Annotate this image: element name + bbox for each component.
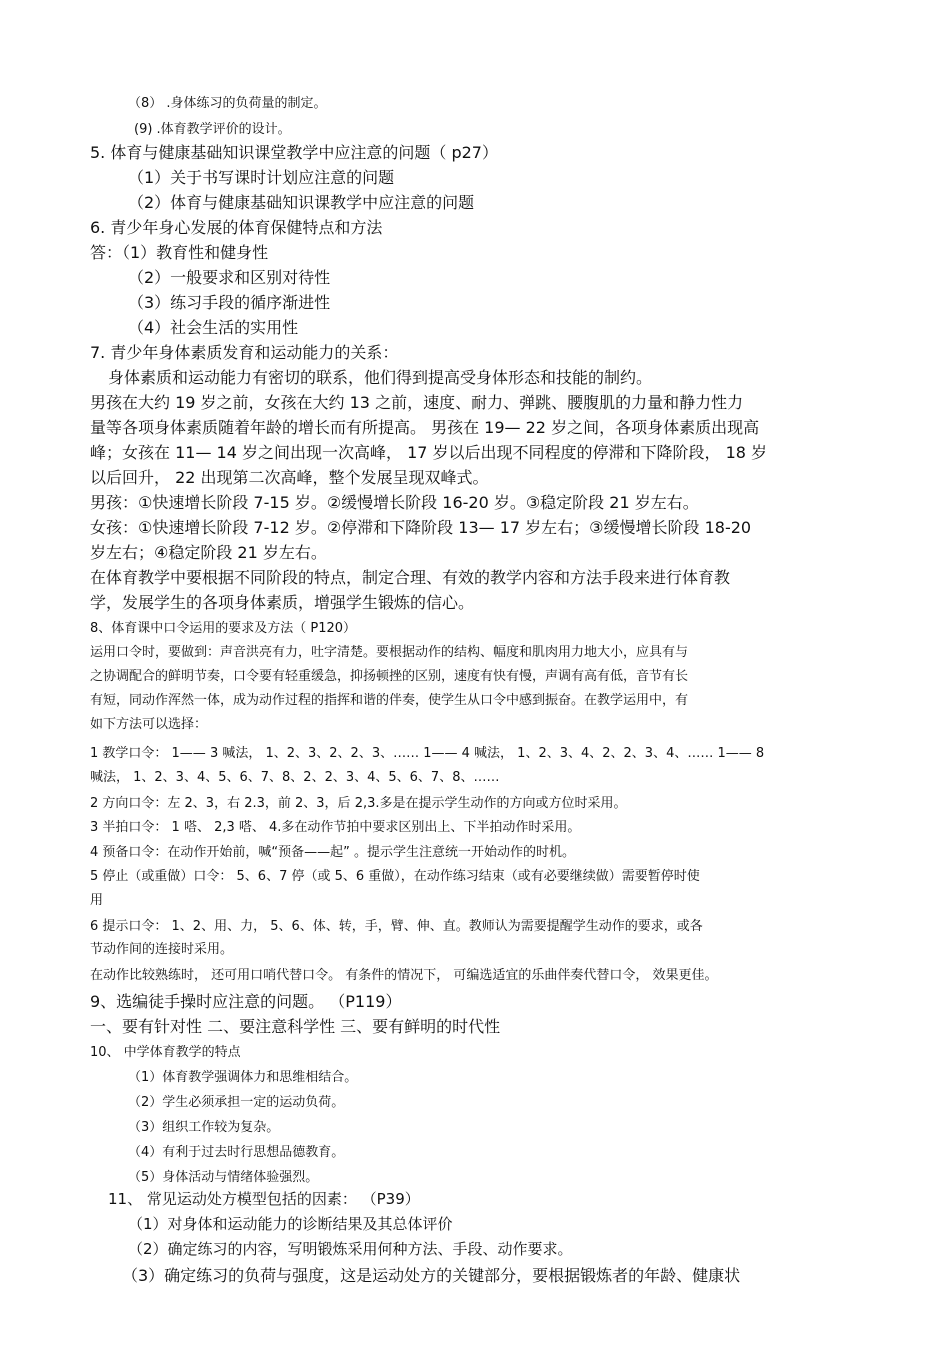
command-5-line-1: 5 停止（或重做）口令： 5、6、7 停（或 5、6 重做），在动作练习结束（或有必要继续做）需要暂停时使 bbox=[90, 869, 700, 884]
paragraph-8-line-4: 如下方法可以选择： bbox=[90, 717, 208, 732]
whistle-note: 在动作比较熟练时， 还可用口哨代替口令。 有条件的情况下， 可编选适宜的乐曲伴奏代替口令， 效果更佳。 bbox=[90, 968, 718, 983]
heading-5: 5. 体育与健康基础知识课堂教学中应注意的问题（ p27） bbox=[90, 143, 498, 162]
heading-5-point-1: （1）关于书写课时计划应注意的问题 bbox=[128, 168, 395, 187]
heading-9-points: 一、要有针对性 二、要注意科学性 三、要有鲜明的时代性 bbox=[90, 1017, 501, 1036]
paragraph-7-line-4: 峰；女孩在 11— 14 岁之间出现一次高峰， 17 岁以后出现不同程度的停滞和下降阶段， 18 岁 bbox=[90, 443, 768, 462]
paragraph-7-line-1: 身体素质和运动能力有密切的联系，他们得到提高受身体形态和技能的制约。 bbox=[108, 368, 653, 387]
paragraph-8-line-3: 有短，同动作浑然一体，成为动作过程的指挥和谐的伴奏，使学生从口令中感到振奋。在教学运用中，有 bbox=[90, 693, 689, 708]
teaching-note-line-1: 在体育教学中要根据不同阶段的特点，制定合理、有效的教学内容和方法手段来进行体育教 bbox=[90, 568, 731, 587]
command-2: 2 方向口令：左 2、3，右 2.3，前 2、3，后 2,3.多是在提示学生动作的方向或方位时采用。 bbox=[90, 796, 627, 811]
teaching-note-line-2: 学，发展学生的各项身体素质，增强学生锻炼的信心。 bbox=[90, 593, 475, 612]
girls-stages-line-1: 女孩：①快速增长阶段 7-12 岁。②停滞和下降阶段 13— 17 岁左右；③缓慢增长阶段 18-20 bbox=[90, 518, 752, 537]
answer-6-point-4: （4）社会生活的实用性 bbox=[128, 318, 299, 337]
heading-7: 7. 青少年身体素质发育和运动能力的关系： bbox=[90, 343, 399, 362]
answer-6-point-1: 答：（1）教育性和健身性 bbox=[90, 243, 269, 262]
item-11-3: （3）确定练习的负荷与强度，这是运动处方的关键部分，要根据锻炼者的年龄、健康状 bbox=[122, 1266, 741, 1285]
answer-6-point-2: （2）一般要求和区别对待性 bbox=[128, 268, 331, 287]
command-1-line-2: 喊法， 1、2、3、4、5、6、7、8、2、2、3、4、5、6、7、8、…… bbox=[90, 770, 500, 785]
item-8-load-design: （8） .身体练习的负荷量的制定。 bbox=[128, 96, 327, 111]
command-5-line-2: 用 bbox=[90, 893, 104, 908]
command-3: 3 半拍口令： 1 嗒、 2,3 嗒、 4.多在动作节拍中要求区别出上、下半拍动作时采用。 bbox=[90, 820, 581, 835]
heading-10: 10、 中学体育教学的特点 bbox=[90, 1045, 241, 1060]
item-10-1: （1）体育教学强调体力和思维相结合。 bbox=[128, 1070, 358, 1085]
command-6-line-1: 6 提示口令： 1、2、用、力， 5、6、体、转，手，臂、伸、直。教师认为需要提醒学生动作的要求，或各 bbox=[90, 919, 703, 934]
heading-6: 6. 青少年身心发展的体育保健特点和方法 bbox=[90, 218, 383, 237]
boys-stages: 男孩：①快速增长阶段 7-15 岁。②缓慢增长阶段 16-20 岁。③稳定阶段 21 岁左右。 bbox=[90, 493, 699, 512]
item-10-3: （3）组织工作较为复杂。 bbox=[128, 1120, 280, 1135]
command-4: 4 预备口令：在动作开始前，喊“预备——起” 。提示学生注意统一开始动作的时机。 bbox=[90, 845, 576, 860]
item-9-evaluation-design: (9) .体育教学评价的设计。 bbox=[134, 122, 291, 137]
paragraph-8-line-1: 运用口令时，要做到：声音洪亮有力，吐字清楚。要根据动作的结构、幅度和肌肉用力地大小，应具有与 bbox=[90, 645, 689, 660]
heading-11: 11、 常见运动处方模型包括的因素： （P39） bbox=[108, 1190, 420, 1208]
command-1-line-1: 1 教学口令： 1—— 3 喊法， 1、2、3、2、2、3、…… 1—— 4 喊法， 1、2、3、4、2、2、3、4、…… 1—— 8 bbox=[90, 746, 765, 761]
paragraph-8-line-2: 之协调配合的鲜明节奏，口令要有轻重缓急，抑扬顿挫的区别，速度有快有慢，声调有高有低，音节有长 bbox=[90, 669, 689, 684]
paragraph-7-line-3: 量等各项身体素质随着年龄的增长而有所提高。 男孩在 19— 22 岁之间，各项身体素质出现高 bbox=[90, 418, 760, 437]
heading-5-point-2: （2）体育与健康基础知识课教学中应注意的问题 bbox=[128, 193, 475, 212]
girls-stages-line-2: 岁左右；④稳定阶段 21 岁左右。 bbox=[90, 543, 327, 562]
paragraph-7-line-2: 男孩在大约 19 岁之前，女孩在大约 13 之前，速度、耐力、弹跳、腰腹肌的力量和静力性力 bbox=[90, 393, 744, 412]
item-10-4: （4）有利于过去时行思想品德教育。 bbox=[128, 1145, 345, 1160]
command-6-line-2: 节动作间的连接时采用。 bbox=[90, 942, 234, 957]
item-11-1: （1）对身体和运动能力的诊断结果及其总体评价 bbox=[128, 1215, 453, 1233]
paragraph-7-line-5: 以后回升， 22 出现第二次高峰，整个发展呈现双峰式。 bbox=[90, 468, 489, 487]
item-11-2: （2）确定练习的内容，写明锻炼采用何种方法、手段、动作要求。 bbox=[128, 1240, 573, 1258]
item-10-5: （5）身体活动与情绪体验强烈。 bbox=[128, 1170, 319, 1185]
heading-9: 9、选编徒手操时应注意的问题。 （P119） bbox=[90, 992, 402, 1011]
item-10-2: （2）学生必须承担一定的运动负荷。 bbox=[128, 1095, 345, 1110]
heading-8: 8、体育课中口令运用的要求及方法（ P120） bbox=[90, 621, 357, 636]
answer-6-point-3: （3）练习手段的循序渐进性 bbox=[128, 293, 331, 312]
